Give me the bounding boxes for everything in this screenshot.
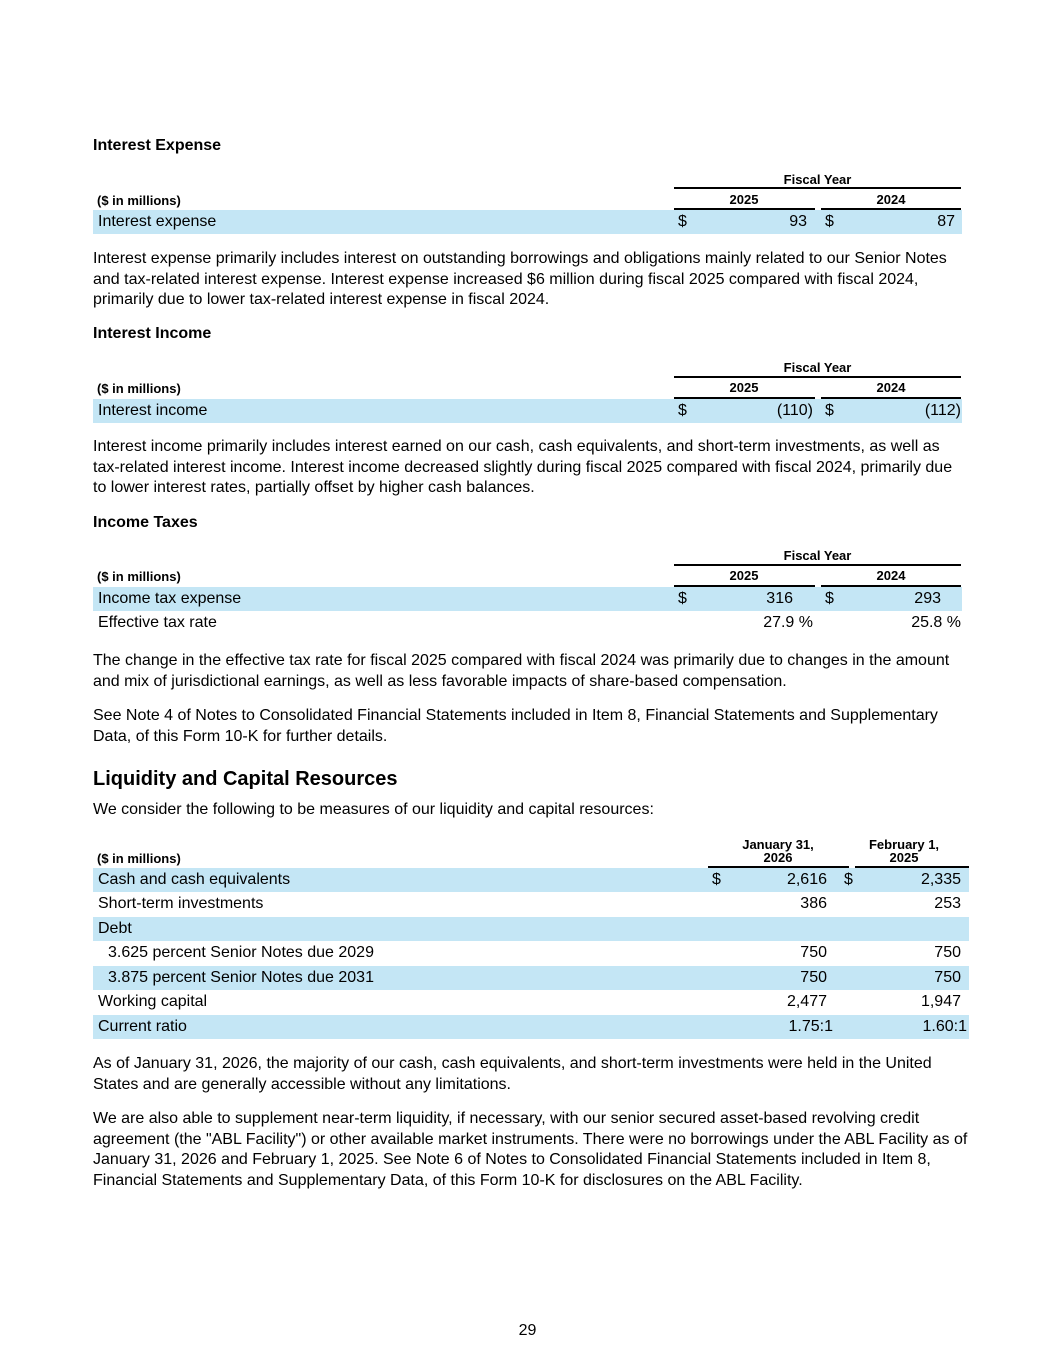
fiscal-year-header: Fiscal Year <box>783 360 852 375</box>
table-row-senior-notes-2031 <box>93 966 969 990</box>
table-row-debt <box>93 917 969 941</box>
currency-symbol: $ <box>712 871 721 888</box>
row-label: Income tax expense <box>98 590 242 607</box>
column-header-2024: 2024 <box>876 568 906 583</box>
row-label: Cash and cash equivalents <box>98 871 291 888</box>
value-2025: (110) <box>776 402 813 419</box>
row-label: Interest income <box>98 402 208 419</box>
header-rule <box>674 187 961 189</box>
header-rule <box>674 564 961 566</box>
value-jan-2026: 386 <box>800 895 827 912</box>
row-label: Debt <box>98 920 132 937</box>
table-row-short-term-investments <box>93 892 969 916</box>
paragraph-cash-location: As of January 31, 2026, the majority of our cash, cash equivalents, and short-term investments were held in the United States and are generally accessible without any limitations. <box>93 1055 932 1093</box>
table-row-income-tax-expense <box>93 587 962 611</box>
value-jan-2026: 750 <box>800 969 827 986</box>
table-row-cash <box>93 868 969 892</box>
section-title-income-taxes: Income Taxes <box>93 514 198 531</box>
table-row-interest-income <box>93 399 962 423</box>
paragraph-interest-income: Interest income primarily includes interest earned on our cash, cash equivalents, and short-term investments, as well as tax-related interest income. Interest income decreased slightly during fiscal 2025 compared with fiscal 2024, primarily due to lower interest rates, partially offset by higher cash balances. <box>93 438 953 497</box>
section-title-interest-expense: Interest Expense <box>93 137 222 154</box>
value-2024: 25.8 % <box>911 614 961 631</box>
currency-symbol: $ <box>678 402 687 419</box>
column-header-line1: February 1, <box>868 837 940 852</box>
column-header-line2: 2026 <box>763 850 793 865</box>
fiscal-year-header: Fiscal Year <box>783 548 852 563</box>
unit-label: ($ in millions) <box>97 851 181 866</box>
section-title-liquidity: Liquidity and Capital Resources <box>93 768 398 790</box>
table-row-interest-expense <box>93 210 962 234</box>
row-label: Interest expense <box>98 213 217 230</box>
paragraph-note-4-reference: See Note 4 of Notes to Consolidated Financial Statements included in Item 8, Financial Statements and Supplementary Data, of this Form 10-K for further details. <box>93 707 938 745</box>
currency-symbol: $ <box>825 590 834 607</box>
paragraph-liquidity-intro: We consider the following to be measures of our liquidity and capital resources: <box>93 801 654 818</box>
page-number: 29 <box>518 1322 537 1339</box>
table-row-senior-notes-2029 <box>93 941 969 965</box>
currency-symbol: $ <box>844 871 853 888</box>
column-header-feb-1-2025 <box>832 838 976 864</box>
table-row-current-ratio <box>93 1015 969 1039</box>
currency-symbol: $ <box>825 213 834 230</box>
value-feb-2025: 750 <box>934 944 961 961</box>
paragraph-tax-rate-change: The change in the effective tax rate for fiscal 2025 compared with fiscal 2024 was primarily due to changes in the amount and mix of jurisdictional earnings, as well as less favorable impacts of share-based compensation. <box>93 652 950 690</box>
table-row-working-capital <box>93 990 969 1014</box>
value-jan-2026: 2,616 <box>786 871 827 888</box>
value-jan-2026: 2,477 <box>786 993 827 1010</box>
fiscal-year-header: Fiscal Year <box>783 172 852 187</box>
value-feb-2025: 2,335 <box>920 871 961 888</box>
value-jan-2026: 1.75:1 <box>788 1018 833 1035</box>
unit-label: ($ in millions) <box>97 381 181 396</box>
value-2025: 93 <box>789 213 807 230</box>
column-header-2024: 2024 <box>876 380 906 395</box>
currency-symbol: $ <box>678 213 687 230</box>
value-2024: (112) <box>924 402 961 419</box>
value-feb-2025: 750 <box>934 969 961 986</box>
column-header-line1: January 31, <box>742 837 814 852</box>
column-header-2024: 2024 <box>876 192 906 207</box>
column-header-line2: 2025 <box>889 850 919 865</box>
value-feb-2025: 1,947 <box>920 993 961 1010</box>
column-header-jan-31-2026 <box>706 838 850 864</box>
row-label: Working capital <box>98 993 208 1010</box>
value-jan-2026: 750 <box>800 944 827 961</box>
unit-label: ($ in millions) <box>97 569 181 584</box>
section-title-interest-income: Interest Income <box>93 325 212 342</box>
value-feb-2025: 1.60:1 <box>922 1018 967 1035</box>
currency-symbol: $ <box>825 402 834 419</box>
column-header-2025: 2025 <box>729 568 759 583</box>
row-label: Effective tax rate <box>98 614 217 631</box>
header-rule <box>674 376 961 378</box>
value-2025: 27.9 % <box>763 614 813 631</box>
value-2024: 87 <box>937 213 955 230</box>
row-label: Current ratio <box>98 1018 187 1035</box>
column-header-2025: 2025 <box>729 380 759 395</box>
paragraph-interest-expense: Interest expense primarily includes interest on outstanding borrowings and obligations mainly related to our Senior Notes and tax-related interest expense. Interest expense increased $6 million during fiscal 2025 compared with fiscal 2024, primarily due to lower tax-related interest expense in fiscal 2024. <box>93 250 947 309</box>
column-header-2025: 2025 <box>729 192 759 207</box>
row-label: 3.875 percent Senior Notes due 2031 <box>108 969 374 986</box>
unit-label: ($ in millions) <box>97 193 181 208</box>
value-feb-2025: 253 <box>934 895 961 912</box>
row-label: Short-term investments <box>98 895 264 912</box>
value-2024: 293 <box>914 590 941 607</box>
row-label: 3.625 percent Senior Notes due 2029 <box>108 944 374 961</box>
value-2025: 316 <box>766 590 793 607</box>
currency-symbol: $ <box>678 590 687 607</box>
table-row-effective-tax-rate <box>93 611 962 635</box>
paragraph-abl-facility: We are also able to supplement near-term liquidity, if necessary, with our senior secured asset-based revolving credit agreement (the "ABL Facility") or other available market instruments. There were no borrowings under the ABL Facility as of January 31, 2026 and February 1, 2025. See Note 6 of Notes to Consolidated Financial Statements included in Item 8, Financial Statements and Supplementary Data, of this Form 10-K for disclosures on the ABL Facility. <box>93 1110 968 1190</box>
